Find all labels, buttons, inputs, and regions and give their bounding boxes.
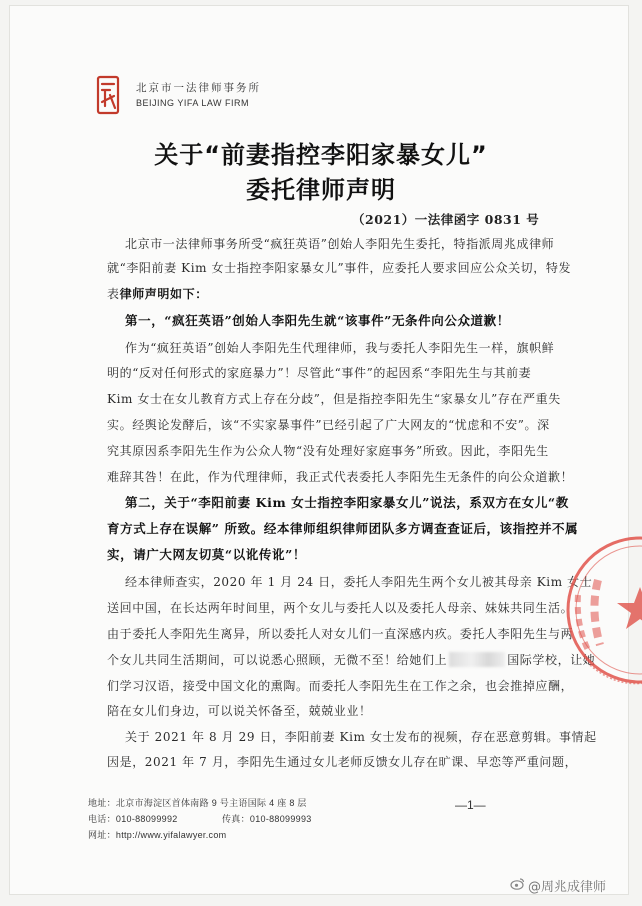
body-line: 关于 2021 年 8 月 29 日，李阳前妻 Kim 女士发布的视频，存在恶意剪辑。事情起: [125, 730, 597, 744]
document-title: 关于“前妻指控李阳家暴女儿”: [154, 141, 488, 169]
firm-name-cn: 北京市一法律师事务所: [136, 82, 261, 94]
body-line: 送回中国，在长达两年时间里，两个女儿与委托人以及委托人母亲、妹妹共同生活。: [107, 601, 574, 615]
body-line: 实。经舆论发酵后，该“不实家暴事件”已经引起了广大网友的“忧虑和不安”。深: [107, 418, 550, 432]
body-line: 们学习汉语，接受中国文化的熏陶。而委托人李阳先生在工作之余，也会推掉应酬，: [107, 679, 574, 693]
document-subtitle: 委托律师声明: [246, 176, 396, 204]
section-heading: 第二，关于“李阳前妻 Kim 女士指控李阳家暴女儿”说法，系双方在女儿“教: [125, 495, 569, 510]
body-line: 难辞其咎！在此，作为代理律师，我正式代表委托人李阳先生无条件的向公众道歉！: [107, 470, 574, 484]
redacted-school-name: [449, 652, 505, 667]
watermark-text: @周兆成律师: [528, 880, 607, 895]
section-heading: 第一，“疯狂英语”创始人李阳先生就“该事件”无条件向公众道歉！: [125, 313, 510, 328]
page-number: —1—: [455, 798, 486, 812]
firm-name-en: BEIJING YIFA LAW FIRM: [136, 98, 250, 108]
body-line: 就“李阳前妻 Kim 女士指控李阳家暴女儿”事件，应委托人要求回应公众关切，特发: [107, 261, 572, 275]
body-line: 北京市一法律师事务所受“疯狂英语”创始人李阳先生委托，特指派周兆成律师: [125, 237, 555, 251]
body-line: 个女儿共同生活期间，可以说悉心照顾，无微不至！给她们上 国际学校，让她: [107, 653, 596, 667]
body-line: 由于委托人李阳先生离异，所以委托人对女儿们一直深感内疚。委托人李阳先生与两: [107, 627, 574, 641]
footer-address: 地址：北京市海淀区首体南路 9 号主语国际 4 座 8 层: [88, 798, 307, 808]
footer-phone: 电话：010-88099992: [88, 814, 178, 824]
body-line: 经本律师查实，2020 年 1 月 24 日，委托人李阳先生两个女儿被其母亲 Kim 女士: [125, 575, 593, 589]
official-seal-icon: [560, 525, 642, 725]
body-line: 陪在女儿们身边，可以说关怀备至，兢兢业业！: [107, 704, 372, 718]
body-line: 表律师声明如下：: [107, 287, 208, 301]
footer-website: 网址：http://www.yifalawyer.com: [88, 830, 227, 840]
section-heading: 育方式上存在误解” 所致。经本律师组织律师团队多方调查查证后，该指控并不属: [107, 521, 579, 536]
law-firm-logo-icon: [95, 75, 121, 115]
section-heading: 实，请广大网友切莫“以讹传讹”！: [107, 547, 306, 562]
body-line: 因是，2021 年 7 月，李阳先生通过女儿老师反馈女儿存在旷课、早恋等严重问题，: [107, 755, 578, 769]
body-line: 明的“反对任何形式的家庭暴力”！尽管此“事件”的起因系“李阳先生与其前妻: [107, 366, 532, 380]
footer-fax: 传真：010-88099993: [222, 814, 312, 824]
body-line: Kim 女士在女儿教育方式上存在分歧”，但是指控李阳先生“家暴女儿”存在严重失: [107, 392, 561, 406]
body-line: 作为“疯狂英语”创始人李阳先生代理律师，我与委托人李阳先生一样，旗帜鲜: [125, 341, 555, 355]
document-number: （2021）一法律函字 0831 号: [352, 212, 540, 227]
body-line: 究其原因系李阳先生作为公众人物“没有处理好家庭事务”所致。因此，李阳先生: [107, 444, 549, 458]
weibo-icon: [510, 877, 525, 890]
